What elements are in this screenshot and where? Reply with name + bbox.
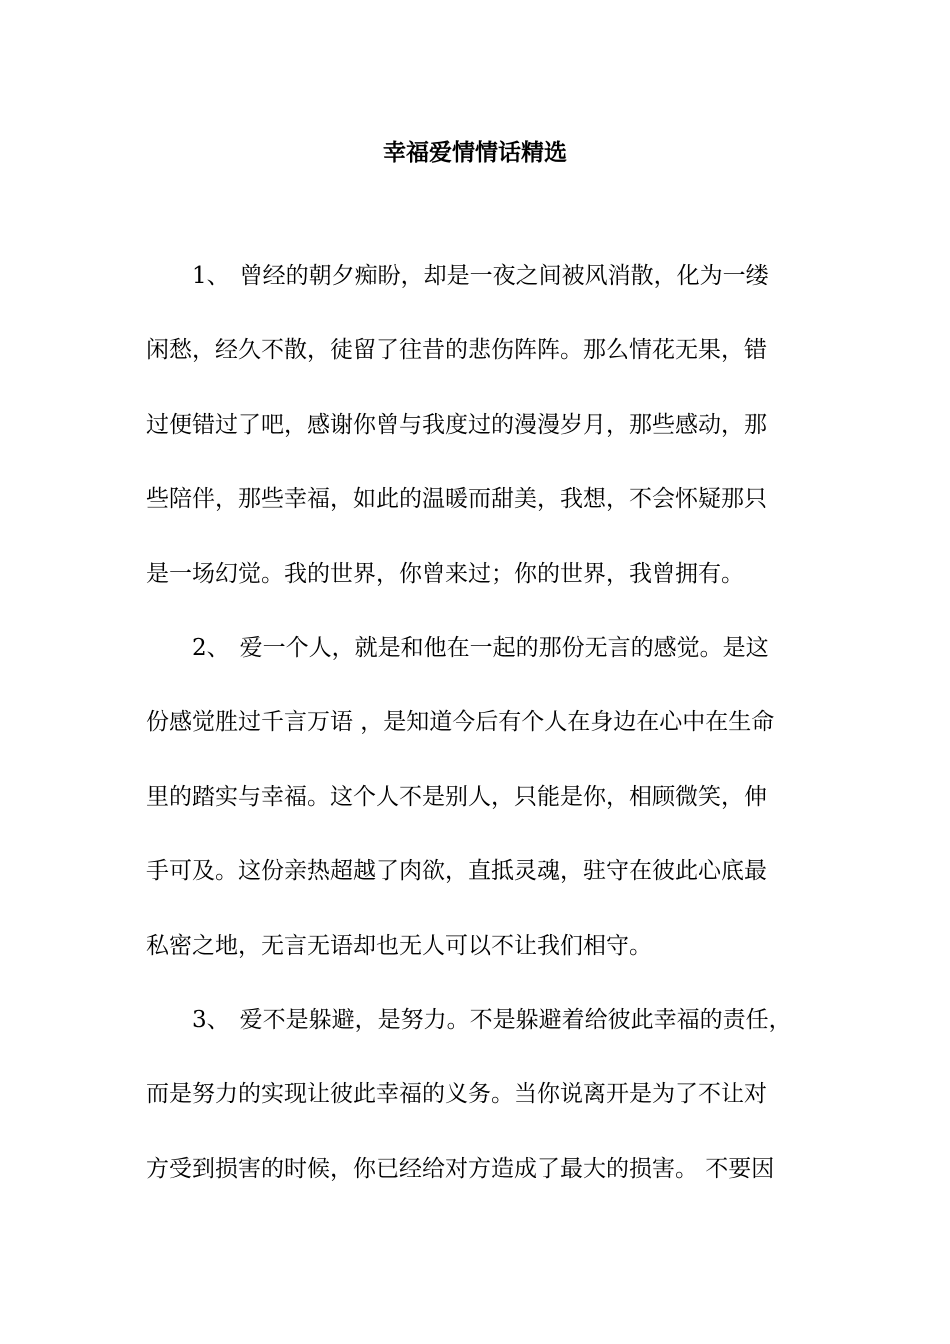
paragraph-1-line-5: 是一场幻觉。我的世界，你曾来过；你的世界，我曾拥有。	[146, 560, 744, 587]
paragraph-1-number: 1、	[192, 263, 230, 289]
paragraph-2-line-5: 私密之地，无言无语却也无人可以不让我们相守。	[146, 932, 652, 959]
paragraph-2-line-3: 里的踏实与幸福。这个人不是别人，只能是你，相顾微笑，伸	[146, 783, 767, 810]
paragraph-3-text: 爱不是躲避，是努力。不是躲避着给彼此幸福的责任，	[239, 1006, 792, 1033]
document-body	[146, 256, 826, 1223]
paragraph-1-line-1	[146, 256, 826, 330]
paragraph-2-line-1	[146, 628, 826, 702]
paragraph-3-line-1	[146, 1000, 826, 1074]
paragraph-3-line-2: 而是努力的实现让彼此幸福的义务。当你说离开是为了不让对	[146, 1081, 767, 1108]
paragraph-1-line-2: 闲愁，经久不散，徒留了往昔的悲伤阵阵。那么情花无果，错	[146, 337, 767, 364]
paragraph-1-text: 曾经的朝夕痴盼，却是一夜之间被风消散，化为一缕	[239, 263, 769, 289]
paragraph-1-line-3: 过便错过了吧，感谢你曾与我度过的漫漫岁月，那些感动，那	[146, 411, 767, 438]
paragraph-2-number: 2、	[192, 634, 230, 661]
paragraph-2-line-2: 份感觉胜过千言万语 ，是知道今后有个人在身边在心中在生命	[146, 709, 775, 736]
document-title: 幸福爱情情话精选	[383, 140, 567, 166]
paragraph-2-line-4: 手可及。这份亲热超越了肉欲，直抵灵魂，驻守在彼此心底最	[146, 858, 767, 885]
paragraph-3-number: 3、	[192, 1006, 230, 1033]
paragraph-3-line-3: 方受到损害的时候，你已经给对方造成了最大的损害。 不要因	[146, 1155, 775, 1182]
paragraph-1-line-4: 些陪伴，那些幸福，如此的温暖而甜美，我想，不会怀疑那只	[146, 486, 767, 513]
paragraph-2-text: 爱一个人，就是和他在一起的那份无言的感觉。是这	[239, 634, 769, 661]
